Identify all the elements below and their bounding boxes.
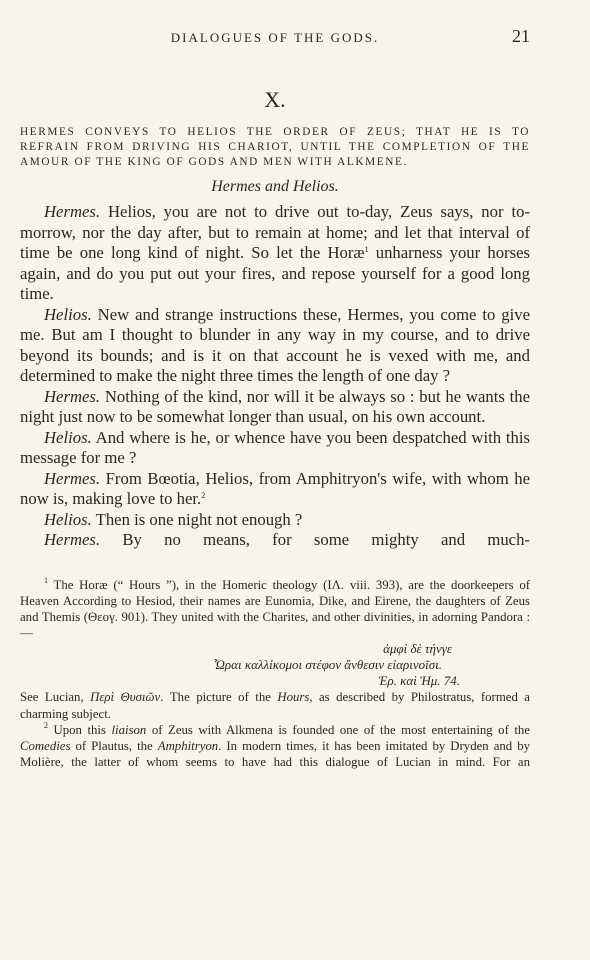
footnote-text: of Plautus, the bbox=[70, 738, 158, 753]
line-text: By no means, for some mighty and much- bbox=[122, 530, 530, 549]
chapter-number: X. bbox=[264, 87, 286, 112]
line-text: Nothing of the kind, nor will it be always so : but he wants the night just now to be somewhat longer than usual, on his own account. bbox=[20, 386, 530, 426]
dialogue-line bbox=[20, 202, 530, 305]
footnote-text: Upon this bbox=[53, 722, 112, 737]
footnote-text: . The picture of the bbox=[160, 690, 278, 705]
speaker: Helios. bbox=[44, 509, 92, 529]
footnote-ref: 1 bbox=[364, 245, 369, 254]
greek-citation: Ἐρ. καὶ Ἡμ. 74. bbox=[378, 673, 460, 689]
italic-term: liaison bbox=[111, 722, 147, 737]
footnote-text: See Lucian, bbox=[20, 690, 91, 705]
speaker: Hermes. bbox=[44, 386, 101, 406]
dialogue-subtitle: Hermes and Helios. bbox=[211, 178, 339, 195]
running-head-title: DIALOGUES OF THE GODS. bbox=[170, 30, 380, 45]
dialogue-text bbox=[20, 202, 530, 551]
chapter-argument: HERMES CONVEYS TO HELIOS THE ORDER OF ZEUS; THAT HE IS TO REFRAIN FROM DRIVING HIS CHARIOT, UNTIL THE COMPLETION OF THE AMOUR OF THE KING OF GODS AND MEN WITH ALKMENE. bbox=[20, 126, 530, 168]
running-head bbox=[20, 28, 530, 50]
page-number: 21 bbox=[512, 26, 530, 46]
footnotes bbox=[20, 577, 530, 771]
italic-term: Comedies bbox=[20, 738, 71, 753]
speaker: Hermes. bbox=[44, 530, 101, 549]
footnote-text: of Zeus with Alkmena is founded one of the most entertaining of the bbox=[146, 722, 530, 737]
dialogue-line bbox=[20, 510, 530, 531]
italic-term: Hours bbox=[277, 690, 310, 705]
footnote-text: . In modern times, it has been imitated by Dryden and by Molière, the latter of whom seems to have had this dialogue of Lucian in mind. For an bbox=[20, 738, 530, 770]
speaker: Hermes. bbox=[44, 202, 101, 221]
speaker: Helios. bbox=[44, 427, 92, 447]
greek-title: Περὶ Θυσιῶν bbox=[90, 690, 161, 705]
greek-quotation bbox=[20, 641, 530, 689]
line-text: Then is one night not enough ? bbox=[95, 509, 303, 529]
footnote-1 bbox=[20, 577, 530, 642]
greek-line-1: ἀμφὶ δὲ τήνγε bbox=[383, 641, 452, 657]
dialogue-line bbox=[20, 428, 530, 469]
line-text: From Bœotia, Helios, from Amphitryon's wife, with whom he now is, making love to her. bbox=[20, 468, 531, 508]
line-text: New and strange instructions these, Hermes, you come to give me. But am I thought to blunder in any way in my course, and to drive beyond its bounds; and is it on that account he is vexed with me, and determined to make the night three times the length of one day ? bbox=[20, 304, 530, 385]
dialogue-line bbox=[20, 530, 530, 551]
line-text: And where is he, or whence have you been despatched with this message for me ? bbox=[20, 427, 530, 467]
footnote-marker: 1 bbox=[44, 575, 48, 585]
line-text: unharness your horses again, and do you put out your fires, and repose yourself for a good long time. bbox=[20, 243, 530, 303]
greek-line-2: Ὧραι καλλίκομοι στέφον ἄνθεσιν εἰαρινοῖσι. bbox=[213, 657, 442, 673]
footnote-1-continued bbox=[20, 689, 530, 721]
footnote-ref: 2 bbox=[201, 491, 206, 500]
speaker: Hermes. bbox=[44, 468, 101, 488]
footnote-text: , as described by Philostratus, formed a charming subject. bbox=[20, 690, 530, 721]
footnote-marker: 2 bbox=[44, 720, 48, 730]
speaker: Helios. bbox=[44, 304, 92, 324]
dialogue-line bbox=[20, 469, 530, 510]
dialogue-line bbox=[20, 387, 530, 428]
book-page bbox=[20, 28, 530, 770]
footnote-2 bbox=[20, 722, 530, 771]
line-text: Helios, you are not to drive out to-day, Zeus says, nor to-morrow, nor the day after, but to remain at home; and let that interval of time be one long kind of night. So let the Horæ bbox=[20, 202, 531, 262]
footnote-text: The Horæ (“ Hours ”), in the Homeric theology (IΛ. viii. 393), are the doorkeepers of Heaven According to Hesiod, their names are Eunomia, Dike, and Eirene, the daughters of Zeus and Themis (Θεογ. 901). They united with the Charites, and other divinities, in adorning Pandora :— bbox=[20, 577, 531, 641]
dialogue-line bbox=[20, 305, 530, 387]
italic-term: Amphitryon bbox=[157, 738, 219, 753]
